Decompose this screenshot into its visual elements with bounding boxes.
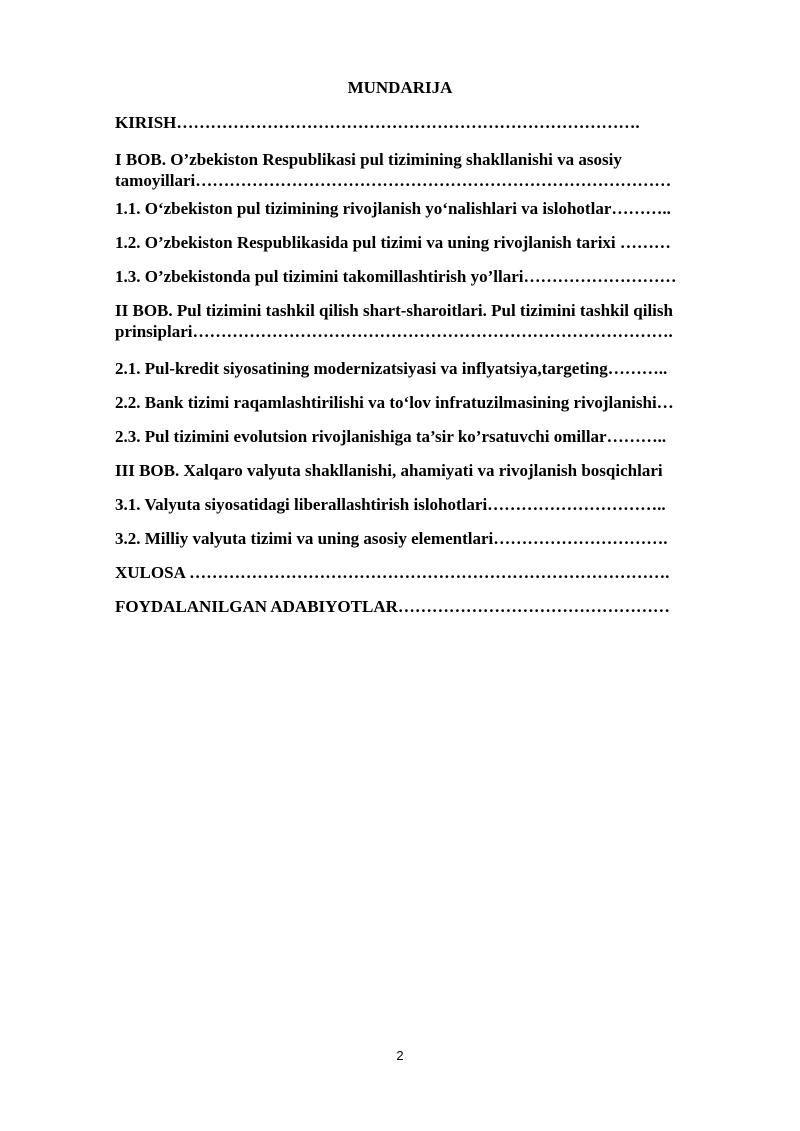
toc-entry-section-1-2: 1.2. O’zbekiston Respublikasida pul tizimi va uning rivojlanish tarixi ……… bbox=[115, 233, 671, 252]
toc-entry-section-1-1: 1.1. O‘zbekiston pul tizimining rivojlanish yo‘nalishlari va islohotlar……….. bbox=[115, 199, 671, 218]
toc-entry-section-3-1: 3.1. Valyuta siyosatidagi liberallashtirish islohotlari………………………….. bbox=[115, 495, 666, 514]
toc-entry-kirish: KIRISH………………………………………………………………………. bbox=[115, 113, 640, 132]
toc-entry-xulosa: XULOSA …………………………………………………………………………. bbox=[115, 563, 670, 582]
toc-entry-section-2-2: 2.2. Bank tizimi raqamlashtirilishi va to‘lov infratuzilmasining rivojlanishi… bbox=[115, 393, 674, 412]
toc-entry-chapter-3: III BOB. Xalqaro valyuta shakllanishi, ahamiyati va rivojlanish bosqichlari bbox=[115, 461, 663, 480]
page-title: MUNDARIJA bbox=[347, 78, 453, 97]
toc-entry-section-3-2: 3.2. Milliy valyuta tizimi va uning asosiy elementlari…………………………. bbox=[115, 529, 668, 548]
page-number: 2 bbox=[396, 1048, 404, 1063]
toc-entry-references: FOYDALANILGAN ADABIYOTLAR………………………………………… bbox=[115, 597, 670, 616]
toc-entry-chapter-1: I BOB. O’zbekiston Respublikasi pul tizimining shakllanishi va asosiy tamoyillari………………………………………………………………………… bbox=[115, 150, 672, 190]
toc-entry-section-2-3: 2.3. Pul tizimini evolutsion rivojlanishiga ta’sir ko’rsatuvchi omillar……….. bbox=[115, 427, 667, 446]
toc-entry-section-2-1: 2.1. Pul-kredit siyosatining modernizatsiyasi va inflyatsiya,targeting……….. bbox=[115, 359, 668, 378]
toc-entry-chapter-2: II BOB. Pul tizimini tashkil qilish shart-sharoitlari. Pul tizimini tashkil qilish prinsiplari…………………………………………………………………………. bbox=[115, 301, 673, 341]
toc-entry-section-1-3: 1.3. O’zbekistonda pul tizimini takomillashtirish yo’llari……………………… bbox=[115, 267, 677, 286]
